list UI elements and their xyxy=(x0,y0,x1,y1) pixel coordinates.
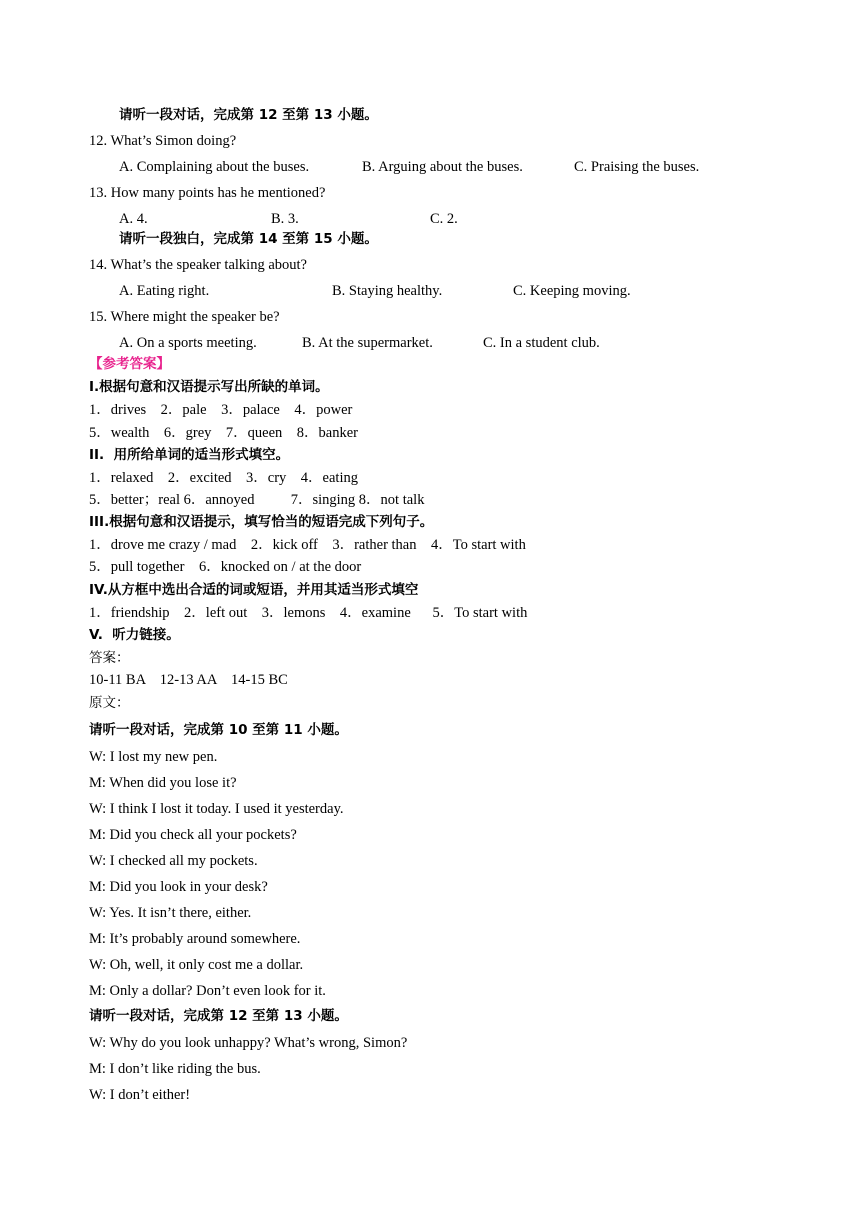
section-2-line-2: 5．better；real 6．annoyed 7．singing 8．not talk xyxy=(89,492,425,508)
original-text-label: 原文： xyxy=(89,695,130,711)
question-15: 15. Where might the speaker be? xyxy=(89,309,280,325)
section-2-title: II. 用所给单词的适当形式填空。 xyxy=(89,447,290,463)
transcript-line: W: Why do you look unhappy? What’s wrong, Simon? xyxy=(89,1035,408,1051)
answer-header: 【参考答案】 xyxy=(89,356,170,372)
q13-option-c: C. 2. xyxy=(430,211,458,227)
q14-option-a: A. Eating right. xyxy=(119,283,210,299)
section-intro-14-15: 请听一段独白，完成第 14 至第 15 小题。 xyxy=(119,231,378,247)
q15-option-b: B. At the supermarket. xyxy=(302,335,433,351)
transcript-line: M: I don’t like riding the bus. xyxy=(89,1061,261,1077)
section-1-title: I.根据句意和汉语提示写出所缺的单词。 xyxy=(89,379,329,395)
section-intro-12-13: 请听一段对话，完成第 12 至第 13 小题。 xyxy=(119,107,378,123)
q14-option-b: B. Staying healthy. xyxy=(332,283,443,299)
transcript-line: W: Yes. It isn’t there, either. xyxy=(89,905,252,921)
section-3-line-2: 5．pull together 6．knocked on / at the door xyxy=(89,559,362,575)
transcript-line: M: It’s probably around somewhere. xyxy=(89,931,301,947)
transcript-line: W: I lost my new pen. xyxy=(89,749,218,765)
answer-line: 10-11 BA 12-13 AA 14-15 BC xyxy=(89,672,288,688)
transcript-intro-12-13: 请听一段对话，完成第 12 至第 13 小题。 xyxy=(89,1008,348,1024)
section-3-line-1: 1．drove me crazy / mad 2．kick off 3．rather than 4．To start with xyxy=(89,537,526,553)
section-3-title: III.根据句意和汉语提示，填写恰当的短语完成下列句子。 xyxy=(89,514,434,530)
q15-option-c: C. In a student club. xyxy=(483,335,600,351)
q14-option-c: C. Keeping moving. xyxy=(513,283,631,299)
section-2-line-1: 1．relaxed 2．excited 3．cry 4．eating xyxy=(89,470,358,486)
transcript-intro-10-11: 请听一段对话，完成第 10 至第 11 小题。 xyxy=(89,722,348,738)
transcript-line: M: When did you lose it? xyxy=(89,775,237,791)
transcript-line: M: Did you look in your desk? xyxy=(89,879,268,895)
q12-option-b: B. Arguing about the buses. xyxy=(362,159,523,175)
section-4-line-1: 1．friendship 2．left out 3．lemons 4．examine 5．To start with xyxy=(89,605,528,621)
q13-option-b: B. 3. xyxy=(271,211,299,227)
transcript-line: M: Only a dollar? Don’t even look for it. xyxy=(89,983,326,999)
q12-option-c: C. Praising the buses. xyxy=(574,159,700,175)
transcript-line: W: Oh, well, it only cost me a dollar. xyxy=(89,957,304,973)
question-14: 14. What’s the speaker talking about? xyxy=(89,257,307,273)
transcript-line: W: I think I lost it today. I used it yesterday. xyxy=(89,801,344,817)
section-1-line-1: 1．drives 2．pale 3．palace 4．power xyxy=(89,402,353,418)
q13-option-a: A. 4. xyxy=(119,211,148,227)
transcript-line: W: I checked all my pockets. xyxy=(89,853,258,869)
question-12: 12. What’s Simon doing? xyxy=(89,133,237,149)
transcript-line: W: I don’t either! xyxy=(89,1087,191,1103)
section-4-title: IV.从方框中选出合适的词或短语，并用其适当形式填空 xyxy=(89,582,419,598)
q15-option-a: A. On a sports meeting. xyxy=(119,335,257,351)
section-5-title: V. 听力链接。 xyxy=(89,627,180,643)
transcript-line: M: Did you check all your pockets? xyxy=(89,827,297,843)
answer-label: 答案： xyxy=(89,650,130,666)
q12-option-a: A. Complaining about the buses. xyxy=(119,159,310,175)
section-1-line-2: 5．wealth 6．grey 7．queen 8．banker xyxy=(89,425,358,441)
question-13: 13. How many points has he mentioned? xyxy=(89,185,326,201)
